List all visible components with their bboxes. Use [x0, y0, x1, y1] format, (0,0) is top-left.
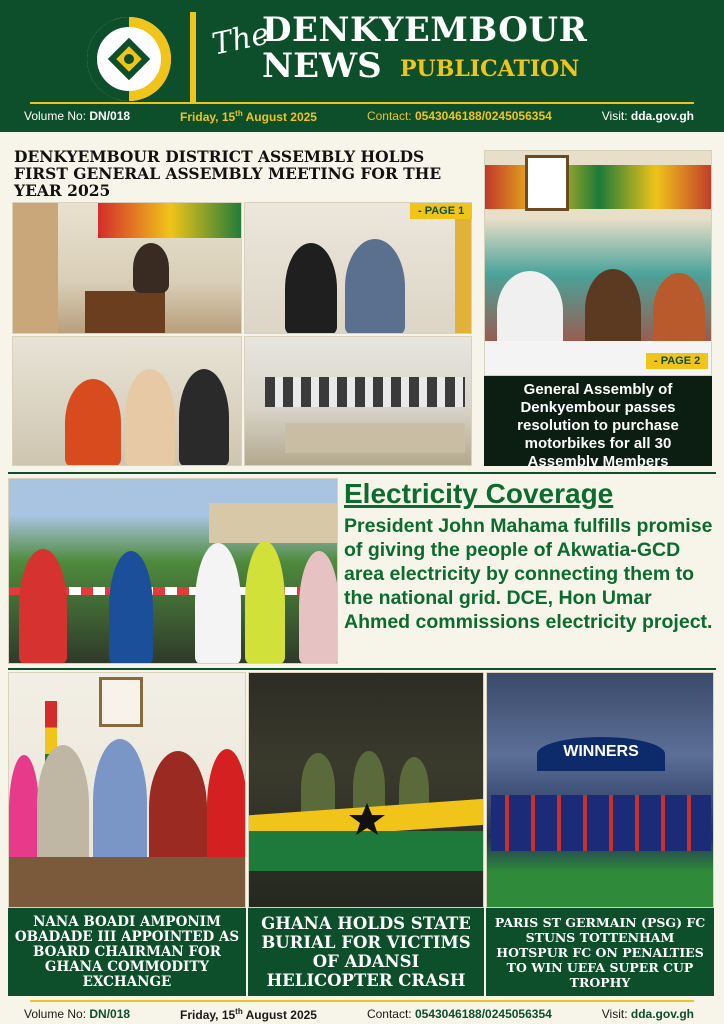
- photo-assembly-members: [484, 150, 712, 376]
- district-logo-icon: [84, 14, 174, 104]
- masthead-publication: PUBLICATION: [400, 56, 580, 82]
- photo-state-burial: [248, 672, 484, 908]
- masthead-news: NEWS: [262, 46, 382, 86]
- photo-attendees-front: [12, 336, 242, 466]
- electricity-body: President John Mahama fulfills promise of giving the people of Akwatia-GCD area electricity by connecting them to the national grid. DCE, Hon Umar Ahmed commissions electricity project.: [344, 515, 713, 633]
- section-divider-2: [8, 668, 716, 670]
- logo-divider: [190, 12, 196, 104]
- page-2-tag[interactable]: - PAGE 2: [646, 353, 708, 369]
- footer-contact-info: Contact: 0543046188/0245056354: [366, 1007, 552, 1021]
- bottom-info-bar: [0, 1003, 724, 1024]
- footer-volume-number: Volume No: DN/018: [24, 1007, 131, 1021]
- side-story-caption: General Assembly of Denkyembour passes resolution to purchase motorbikes for all 30 Assembly Members: [484, 376, 712, 466]
- electricity-title: Electricity Coverage: [344, 478, 614, 509]
- photo-officials-seated: [244, 202, 472, 334]
- photo-electricity-commissioning: [8, 478, 338, 664]
- masthead-title: DENKYEMBOUR: [262, 10, 588, 50]
- photo-assembly-hall: [244, 336, 472, 466]
- footer-issue-date: Friday, 15th August 2025: [180, 1006, 317, 1022]
- website-link[interactable]: Visit: dda.gov.gh: [601, 109, 694, 123]
- photo-board-chairman: [8, 672, 246, 908]
- photo-meeting-podium: [12, 202, 242, 334]
- section-divider-1: [8, 472, 716, 474]
- black-star-icon: [347, 801, 387, 837]
- contact-info: Contact: 0543046188/0245056354: [366, 109, 552, 123]
- page-1-tag[interactable]: - PAGE 1: [410, 203, 472, 219]
- masthead-the: The: [208, 16, 273, 63]
- lead-story-headline: DENKYEMBOUR DISTRICT ASSEMBLY HOLDS FIRST GENERAL ASSEMBLY MEETING FOR THE YEAR 2025: [14, 147, 442, 200]
- issue-date: Friday, 15th August 2025: [180, 108, 317, 124]
- photo-psg-trophy: [486, 672, 714, 908]
- winners-banner: WINNERS: [537, 737, 665, 771]
- top-info-bar: [0, 105, 724, 127]
- footer-rule: [30, 1000, 694, 1002]
- footer-website-link[interactable]: Visit: dda.gov.gh: [601, 1007, 694, 1021]
- caption-state-burial: GHANA HOLDS STATE BURIAL FOR VICTIMS OF ADANSI HELICOPTER CRASH: [248, 908, 484, 996]
- caption-psg-trophy: PARIS ST GERMAIN (PSG) FC STUNS TOTTENHAM HOTSPUR FC ON PENALTIES TO WIN UEFA SUPER CUP TROPHY: [486, 908, 714, 996]
- caption-board-chairman: NANA BOADI AMPONIM OBADADE III APPOINTED AS BOARD CHAIRMAN FOR GHANA COMMODITY EXCHANGE: [8, 908, 246, 996]
- header-rule: [30, 102, 694, 104]
- volume-number: Volume No: DN/018: [24, 109, 131, 123]
